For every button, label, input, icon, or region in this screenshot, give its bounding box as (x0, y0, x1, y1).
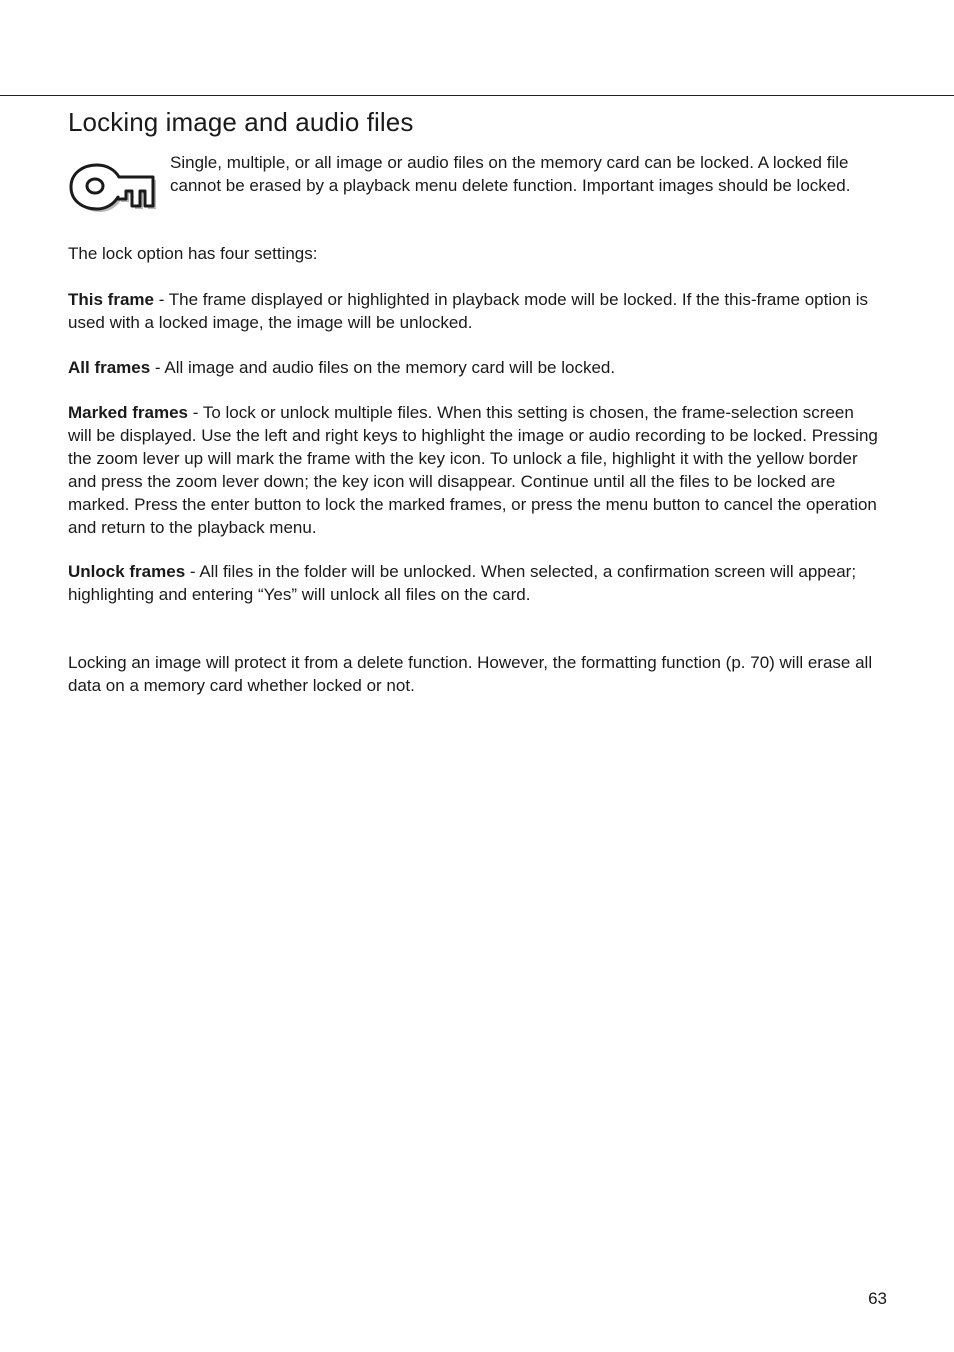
key-icon (68, 156, 160, 214)
setting-all-frames (68, 356, 878, 379)
setting-description: - The frame displayed or highlighted in playback mode will be locked. If the this-frame option is used with a locked image, the image will be unlocked. (68, 290, 869, 332)
page-number: 63 (868, 1289, 887, 1308)
setting-description: - All files in the folder will be unlocked. When selected, a confirmation screen will appear; highlighting and entering “Yes” will unlock all files on the card. (68, 562, 857, 604)
intro-section (68, 151, 880, 197)
header-rule (0, 95, 954, 96)
setting-marked-frames (68, 401, 878, 539)
page-title: Locking image and audio files (68, 107, 414, 137)
settings-lead: The lock option has four settings: (68, 244, 318, 263)
setting-this-frame (68, 288, 878, 334)
setting-term: Unlock frames (68, 562, 186, 581)
setting-description: - To lock or unlock multiple files. When this setting is chosen, the frame-selection screen will be displayed. Use the left and right keys to highlight the image or audio recording to be locked. Pressing the zoom lever up will mark the frame with the key icon. To unlock a file, highlight it with the yellow border and press the zoom lever down; the key icon will disappear. Continue until all the files to be locked are marked. Press the enter button to lock the marked frames, or press the menu button to cancel the operation and return to the playback menu. (68, 403, 878, 537)
setting-description: - All image and audio files on the memory card will be locked. (150, 358, 616, 377)
setting-unlock-frames (68, 560, 878, 606)
note-paragraph: Locking an image will protect it from a delete function. However, the formatting function (p. 70) will erase all data on a memory card whether locked or not. (68, 653, 873, 695)
intro-paragraph: Single, multiple, or all image or audio files on the memory card can be locked. A locked file cannot be erased by a playback menu delete function. Important images should be locked. (170, 153, 851, 195)
setting-term: All frames (68, 358, 151, 377)
setting-term: This frame (68, 290, 154, 309)
setting-term: Marked frames (68, 403, 189, 422)
